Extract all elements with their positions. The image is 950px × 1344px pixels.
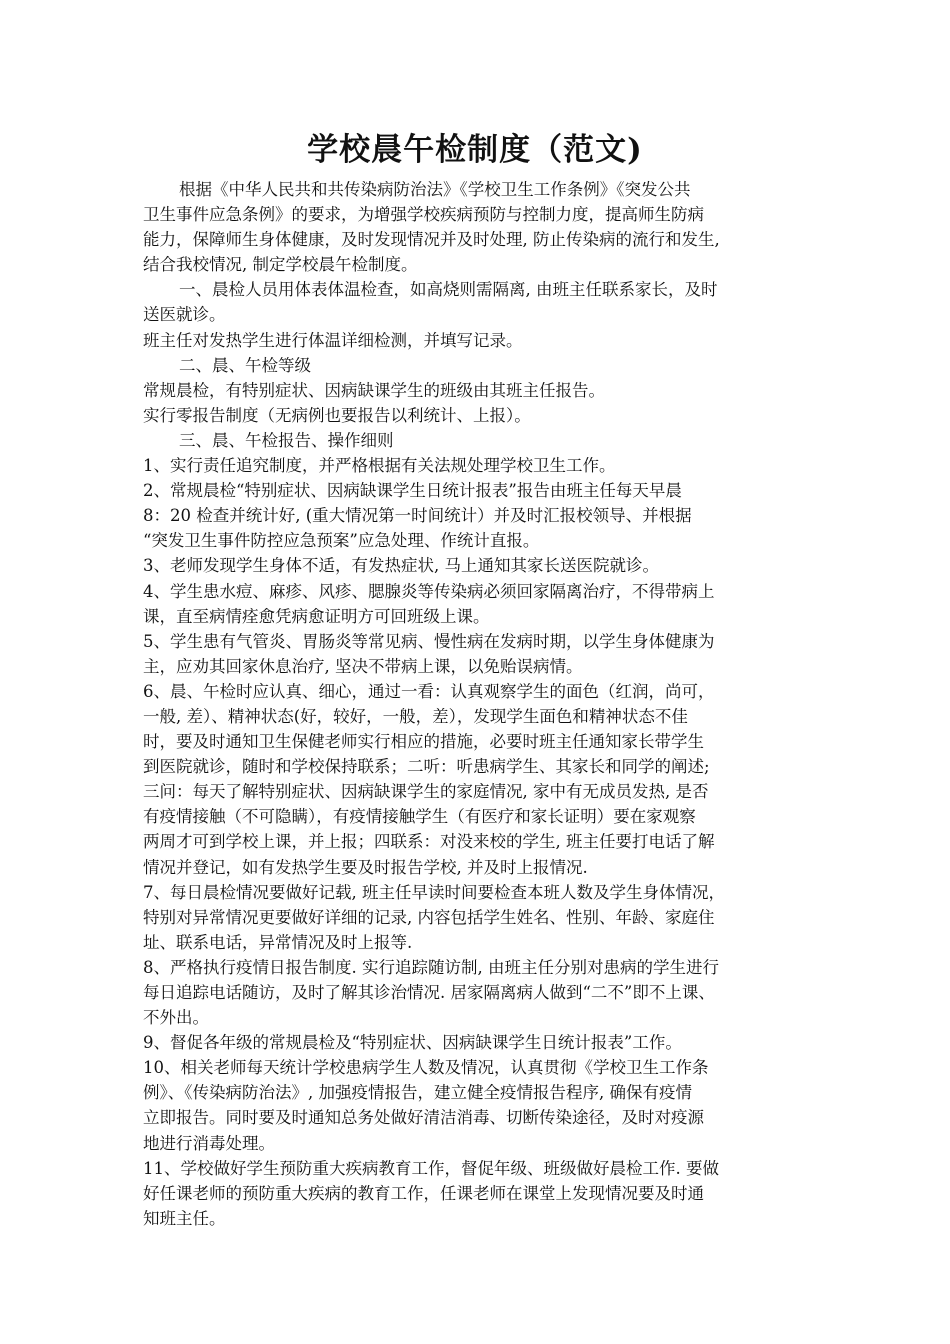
list-item-line: 8：20 检查并统计好, (重大情况第一时间统计）并及时汇报校领导、并根据 — [143, 506, 692, 526]
list-item-line: 9、督促各年级的常规晨检及“特别症状、因病缺课学生日统计报表”工作。 — [143, 1033, 682, 1053]
list-item-line: 知班主任。 — [143, 1208, 226, 1228]
paragraph-line: 实行零报告制度（无病例也要报告以利统计、上报）。 — [143, 405, 531, 425]
list-item-line: 7、每日晨检情况要做好记载, 班主任早读时间要检查本班人数及学生身体情况， — [143, 882, 725, 902]
list-item-line: 5、学生患有气管炎、胃肠炎等常见病、慢性病在发病时期，以学生身体健康为 — [143, 631, 715, 651]
list-item-line: 有疫情接触（不可隐瞒），有疫情接触学生（有医疗和家长证明）要在家观察 — [143, 807, 696, 827]
section-heading-line: 三、晨、午检报告、操作细则 — [179, 430, 394, 450]
list-item-line: 地进行消毒处理。 — [143, 1133, 275, 1153]
list-item-line: 11、学校做好学生预防重大疾病教育工作，督促年级、班级做好晨检工作. 要做 — [143, 1158, 719, 1178]
paragraph-line: 能力，保障师生身体健康，及时发现情况并及时处理, 防止传染病的流行和发生, — [143, 230, 720, 250]
list-item-line: 4、学生患水痘、麻疹、风疹、腮腺炎等传染病必须回家隔离治疗，不得带病上 — [143, 581, 715, 601]
paragraph-line: 根据《中华人民共和共传染病防治法》《学校卫生工作条例》《突发公共 — [179, 180, 691, 199]
list-item-line: 三问：每天了解特别症状、因病缺课学生的家庭情况, 家中有无成员发热, 是否 — [143, 782, 709, 802]
list-item-line: 特别对异常情况更要做好详细的记录, 内容包括学生姓名、性别、年龄、家庭住 — [143, 907, 715, 927]
paragraph-line: 结合我校情况, 制定学校晨午检制度。 — [143, 255, 418, 275]
list-item-line: 好任课老师的预防重大疾病的教育工作，任课老师在课堂上发现情况要及时通 — [143, 1183, 704, 1203]
list-item-line: 不外出。 — [143, 1008, 209, 1028]
list-item-line: 每日追踪电话随访，及时了解其诊治情况. 居家隔离病人做到“二不”即不上课、 — [143, 983, 715, 1002]
list-item-line: 立即报告。同时要及时通知总务处做好清洁消毒、切断传染途径，及时对疫源 — [143, 1108, 704, 1128]
list-item-line: 6、晨、午检时应认真、细心，通过一看：认真观察学生的面色（红润，尚可， — [143, 681, 715, 701]
paragraph-line: 常规晨检，有特别症状、因病缺课学生的班级由其班主任报告。 — [143, 380, 605, 400]
list-item-line: 两周才可到学校上课，并上报；四联系：对没来校的学生, 班主任要打电话了解 — [143, 832, 715, 852]
list-item-line: 情况并登记，如有发热学生要及时报告学校, 并及时上报情况. — [143, 857, 588, 877]
paragraph-line: 卫生事件应急条例》的要求，为增强学校疾病预防与控制力度，提高师生防病 — [143, 205, 704, 225]
section-heading-line: 二、晨、午检等级 — [179, 355, 311, 375]
list-item-line: 8、严格执行疫情日报告制度. 实行追踪随访制, 由班主任分别对患病的学生进行 — [143, 957, 719, 977]
paragraph-line: 班主任对发热学生进行体温详细检测，并填写记录。 — [143, 330, 523, 350]
list-item-line: 一般, 差）、精神状态(好，较好，一般，差），发现学生面色和精神状态不佳 — [143, 706, 688, 726]
list-item-line: 时，要及时通知卫生保健老师实行相应的措施，必要时班主任通知家长带学生 — [143, 732, 704, 752]
paragraph-line: 送医就诊。 — [143, 305, 226, 325]
list-item-line: 例》、《传染病防治法》, 加强疫情报告，建立健全疫情报告程序, 确保有疫情 — [143, 1083, 692, 1103]
document-title: 学校晨午检制度（范文) — [307, 132, 643, 168]
list-item-line: “突发卫生事件防控应急预案”应急处理、作统计直报。 — [143, 531, 540, 551]
list-item-line: 3、老师发现学生身体不适，有发热症状, 马上通知其家长送医院就诊。 — [143, 556, 659, 576]
list-item-line: 10、相关老师每天统计学校患病学生人数及情况，认真贯彻《学校卫生工作条 — [143, 1058, 709, 1078]
list-item-line: 课，直至病情痊愈凭病愈证明方可回班级上课。 — [143, 606, 490, 626]
list-item-line: 址、联系电话，异常情况及时上报等. — [143, 932, 413, 952]
list-item-line: 1、实行责任追究制度，并严格根据有关法规处理学校卫生工作。 — [143, 456, 616, 476]
document-body — [143, 177, 813, 1231]
list-item-line: 2、常规晨检“特别症状、因病缺课学生日统计报表”报告由班主任每天早晨 — [143, 481, 682, 501]
list-item-line: 主，应劝其回家休息治疗, 坚决不带病上课，以免贻误病情。 — [143, 656, 583, 676]
list-item-line: 到医院就诊，随时和学校保持联系；二听：听患病学生、其家长和同学的阐述; — [143, 757, 710, 777]
section-heading-line: 一、晨检人员用体表体温检查，如高烧则需隔离, 由班主任联系家长，及时 — [179, 280, 718, 300]
